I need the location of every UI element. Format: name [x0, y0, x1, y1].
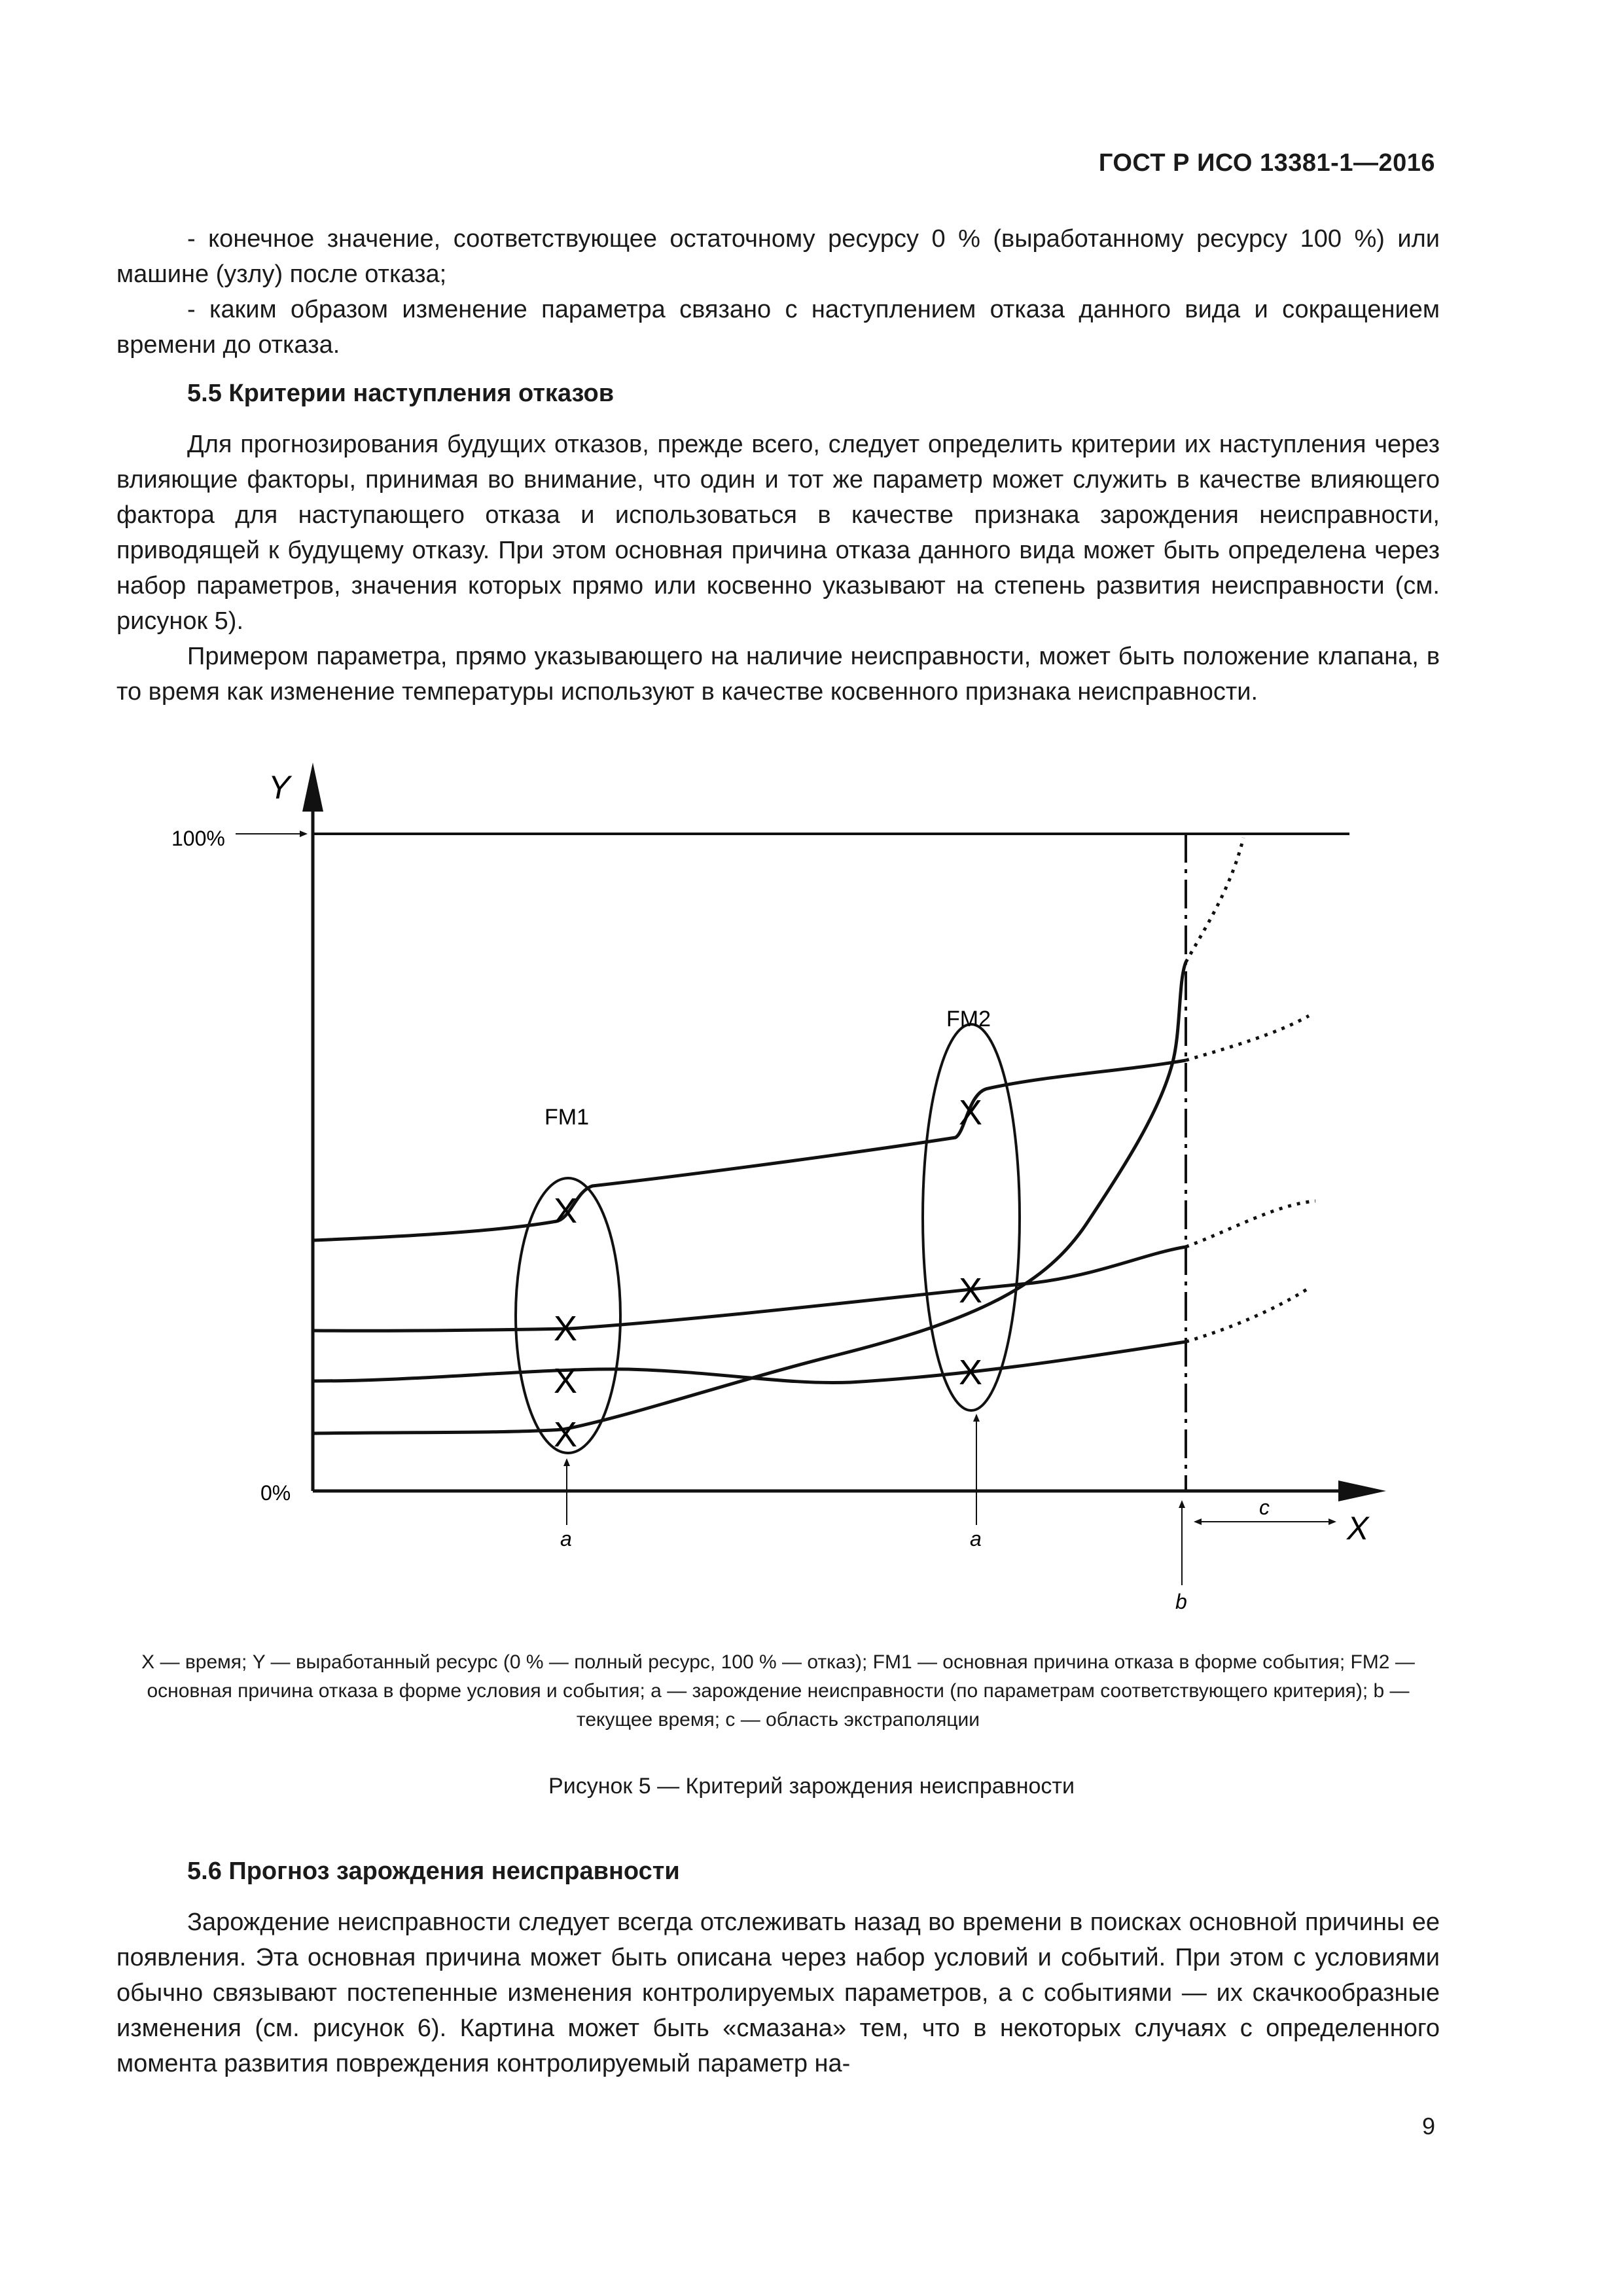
paragraph: Примером параметра, прямо указывающего на наличие неисправности, может быть положение клапана, в то время как изменение температуры используют в качестве косвенного признака неисправности.	[116, 643, 1440, 706]
paragraph: Зарождение неисправности следует всегда отслеживать назад во времени в поисках основной причины ее появления. Эта основная причина может быть описана через набор условий и событий. При этом с условиями обычно связывают постепенные изменения контролируемых параметров, а с событиями — их скачкообразные изменения (см. рисунок 6). Картина может быть «смазана» тем, что в некоторых случаях с определенного момента развития повреждения контролируемый параметр на-	[116, 1909, 1440, 2077]
y-axis-label: Y	[268, 769, 291, 806]
fm1-marker: X	[554, 1361, 578, 1401]
label-b: b	[1175, 1590, 1187, 1613]
fm2-marker: X	[959, 1271, 983, 1310]
fm2-label: FM2	[946, 1007, 991, 1031]
intro-list	[116, 221, 1440, 363]
label-c: c	[1259, 1496, 1270, 1519]
label-100-percent: 100%	[171, 827, 225, 850]
fm2-marker: X	[959, 1093, 983, 1132]
extrapolation-curve-1	[1186, 1016, 1309, 1060]
extrapolation-curve-3	[1186, 1288, 1309, 1342]
section-5-6-body	[116, 1905, 1440, 2081]
fm1-marker: X	[554, 1191, 578, 1230]
list-item: - каким образом изменение параметра связано с наступлением отказа данного вида и сокращением времени до отказа.	[116, 296, 1440, 359]
parameter-curve-3	[314, 1342, 1186, 1383]
list-item: - конечное значение, соответствующее остаточному ресурсу 0 % (выработанному ресурсу 100 %) или машине (узлу) после отказа;	[116, 225, 1440, 288]
figure-5-diagram	[0, 753, 1623, 1636]
section-heading-5-6: 5.6 Прогноз зарождения неисправности	[187, 1857, 680, 1885]
fm1-marker: X	[554, 1415, 578, 1454]
figure-caption: Рисунок 5 — Критерий зарождения неисправности	[548, 1774, 1075, 1799]
extrapolation-curve-2	[1186, 1201, 1315, 1247]
section-heading-5-5: 5.5 Критерии наступления отказов	[187, 380, 615, 407]
x-axis-label: X	[1347, 1510, 1369, 1547]
document-header: ГОСТ Р ИСО 13381-1—2016	[1098, 149, 1435, 177]
label-0-percent: 0%	[260, 1481, 291, 1505]
figure-legend: X — время; Y — выработанный ресурс (0 % — полный ресурс, 100 % — отказ); FM1 — основная причина отказа в форме события; FM2 — основная причина отказа в форме условия и события; a — зарождение неисправности (по параметрам соответствующего критерия); b —текущее время; c — область экстраполяции	[141, 1651, 1415, 1731]
y-axis-arrowhead	[302, 762, 323, 812]
section-5-5-body	[116, 427, 1440, 709]
fm1-label: FM1	[544, 1105, 589, 1130]
parameter-curve-1	[314, 1060, 1186, 1240]
fm2-marker: X	[959, 1353, 983, 1392]
paragraph: Для прогнозирования будущих отказов, прежде всего, следует определить критерии их наступления через влияющие факторы, принимая во внимание, что один и тот же параметр может служить в качестве влияющего фактора для наступающего отказа и использоваться в качестве признака зарождения неисправности, приводящей к будущему отказу. При этом основная причина отказа данного вида может быть определена через набор параметров, значения которых прямо или косвенно указывают на степень развития неисправности (см. рисунок 5).	[116, 431, 1440, 635]
page-number: 9	[1421, 2113, 1435, 2140]
x-axis-arrowhead	[1338, 1480, 1386, 1501]
label-a: a	[970, 1527, 982, 1551]
fm1-marker: X	[554, 1309, 578, 1348]
extrapolation-curve-4	[1186, 838, 1243, 962]
label-a: a	[560, 1527, 572, 1551]
